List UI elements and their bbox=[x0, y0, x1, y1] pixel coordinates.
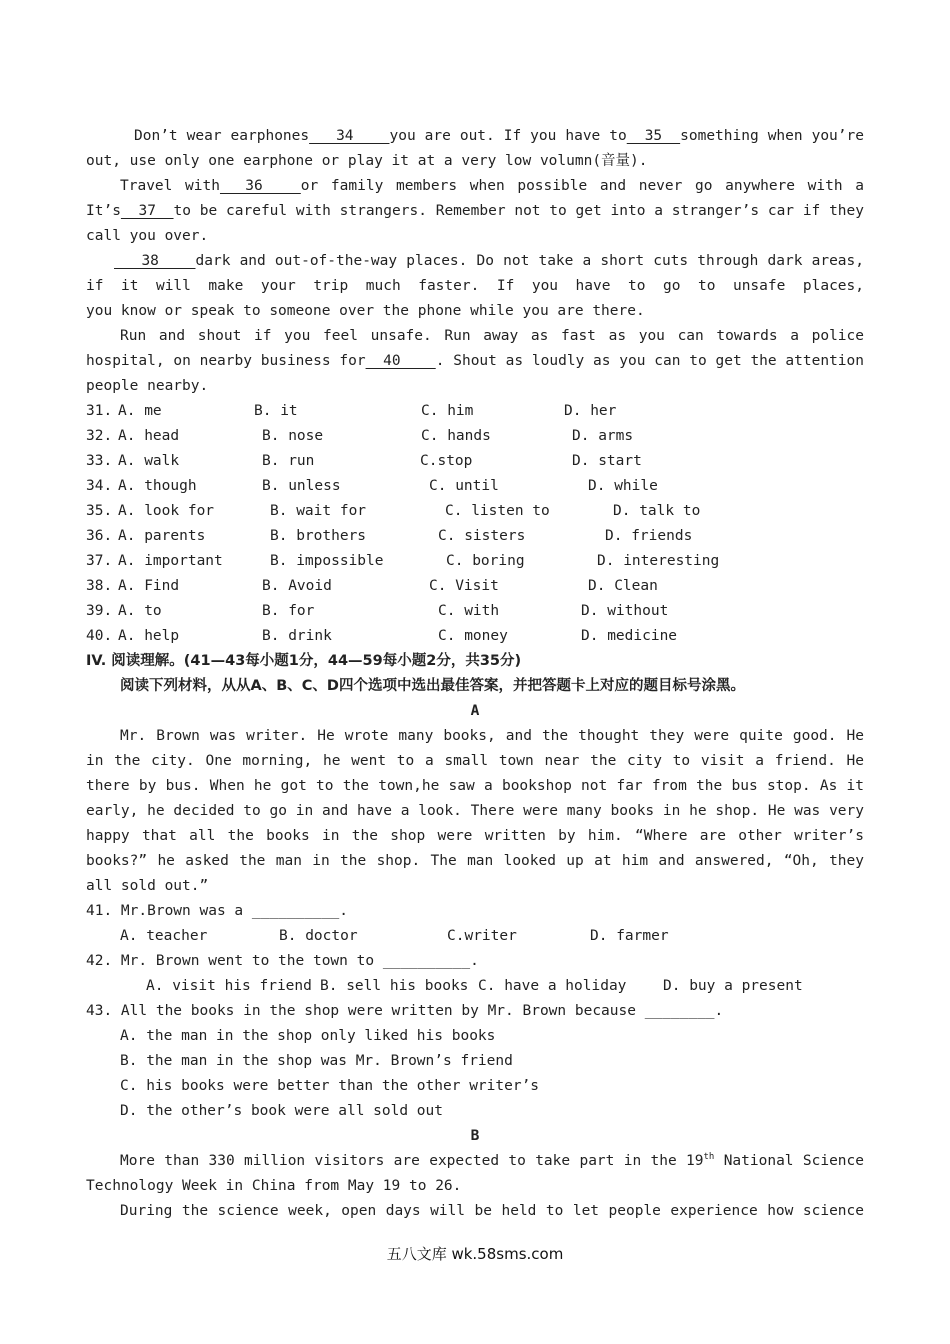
question-option: A. the man in the shop only liked his books bbox=[120, 1028, 496, 1044]
passage-line: Mr. Brown was writer. He wrote many books, and the thought they were quite good. He bbox=[120, 728, 864, 744]
cloze-line: hospital, on nearby business for 40 . Shout as loudly as you can to get the attention bbox=[86, 353, 864, 369]
option-row: 35. A. look for B. wait for C. listen to D. talk to bbox=[86, 503, 701, 519]
blank-38: 38 bbox=[114, 253, 196, 269]
question-option: B. the man in the shop was Mr. Brown’s friend bbox=[120, 1053, 513, 1069]
blank-37: 37 bbox=[120, 203, 174, 219]
cloze-line: you know or speak to someone over the phone while you are there. bbox=[86, 303, 645, 319]
option-row: 31. A. me B. it C. him D. her bbox=[86, 403, 617, 419]
cloze-line: Travel with 36 or family members when possible and never go anywhere with a bbox=[120, 178, 864, 194]
answer-blank: __________ bbox=[251, 903, 340, 919]
answer-blank: __________ bbox=[382, 953, 471, 969]
passage-line: During the science week, open days will be held to let people experience how science bbox=[120, 1203, 864, 1219]
blank-35: 35 bbox=[626, 128, 681, 144]
passage-line: Technology Week in China from May 19 to 26. bbox=[86, 1178, 462, 1194]
passage-line: there by bus. When he got to the town,he saw a bookshop not far from the bus stop. As it bbox=[86, 778, 864, 794]
question-stem: 41. Mr.Brown was a __________. bbox=[86, 903, 348, 919]
document-page bbox=[86, 124, 864, 1224]
option-row: 34. A. though B. unless C. until D. while bbox=[86, 478, 658, 494]
option-row: 38. A. Find B. Avoid C. Visit D. Clean bbox=[86, 578, 658, 594]
cloze-line: Don’t wear earphones 34 you are out. If you have to 35 something when you’re bbox=[134, 128, 864, 144]
footer-watermark: 五八文库 wk.58sms.com bbox=[386, 1245, 564, 1263]
option-row: 40. A. help B. drink C. money D. medicine bbox=[86, 628, 678, 644]
answer-blank: ________ bbox=[644, 1003, 715, 1019]
option-row: 37. A. important B. impossible C. boring D. interesting bbox=[86, 553, 720, 569]
question-option: C. his books were better than the other writer’s bbox=[120, 1078, 540, 1094]
cloze-line: if it will make your trip much faster. If you have to go to unsafe places, bbox=[86, 278, 864, 294]
passage-label: B bbox=[470, 1128, 480, 1144]
passage-line: happy that all the books in the shop were written by him. “Where are other writer’s bbox=[86, 828, 864, 844]
question-stem: 42. Mr. Brown went to the town to __________. bbox=[86, 953, 479, 969]
cloze-line: call you over. bbox=[86, 228, 209, 244]
options-list bbox=[86, 399, 864, 649]
blank-36: 36 bbox=[219, 178, 301, 194]
cloze-line: 38 dark and out-of-the-way places. Do not take a short cuts through dark areas, bbox=[114, 253, 864, 269]
cloze-line: Run and shout if you feel unsafe. Run away as fast as you can towards a police bbox=[120, 328, 864, 344]
question-option: D. the other’s book were all sold out bbox=[120, 1103, 444, 1119]
question-options: A. visit his friend B. sell his books C. have a holiday D. buy a present bbox=[146, 978, 803, 994]
section-title: IV. 阅读理解。(41—43每小题1分，44—59每小题2分，共35分) bbox=[86, 653, 522, 669]
passage-line: early, he decided to go in and have a look. There were many books in he shop. He was very bbox=[86, 803, 864, 819]
cloze-line: people nearby. bbox=[86, 378, 209, 394]
section-instruction: 阅读下列材料，从从A、B、C、D四个选项中选出最佳答案，并把答题卡上对应的题目标号涂黑。 bbox=[120, 678, 745, 694]
question-stem: 43. All the books in the shop were written by Mr. Brown because ________. bbox=[86, 1003, 724, 1019]
option-row: 36. A. parents B. brothers C. sisters D. friends bbox=[86, 528, 693, 544]
option-row: 39. A. to B. for C. with D. without bbox=[86, 603, 669, 619]
passage-line: in the city. One morning, he went to a small town near the city to visit a friend. He bbox=[86, 753, 864, 769]
passage-line: More than 330 million visitors are expected to take part in the 19th National Science bbox=[120, 1152, 864, 1169]
question-options: A. teacher B. doctor C.writer D. farmer bbox=[120, 928, 669, 944]
passage-line: books?” he asked the man in the shop. The man looked up at him and answered, “Oh, they bbox=[86, 853, 864, 869]
blank-40: 40 bbox=[365, 353, 436, 369]
blank-34: 34 bbox=[309, 128, 390, 144]
option-row: 33. A. walk B. run C.stop D. start bbox=[86, 453, 642, 469]
cloze-line: out, use only one earphone or play it at a very low volumn(音量). bbox=[86, 153, 648, 169]
option-row: 32. A. head B. nose C. hands D. arms bbox=[86, 428, 634, 444]
cloze-line: It’s 37 to be careful with strangers. Remember not to get into a stranger’s car if they bbox=[86, 203, 864, 219]
passage-label: A bbox=[470, 703, 480, 719]
passage-line: all sold out.” bbox=[86, 878, 209, 894]
